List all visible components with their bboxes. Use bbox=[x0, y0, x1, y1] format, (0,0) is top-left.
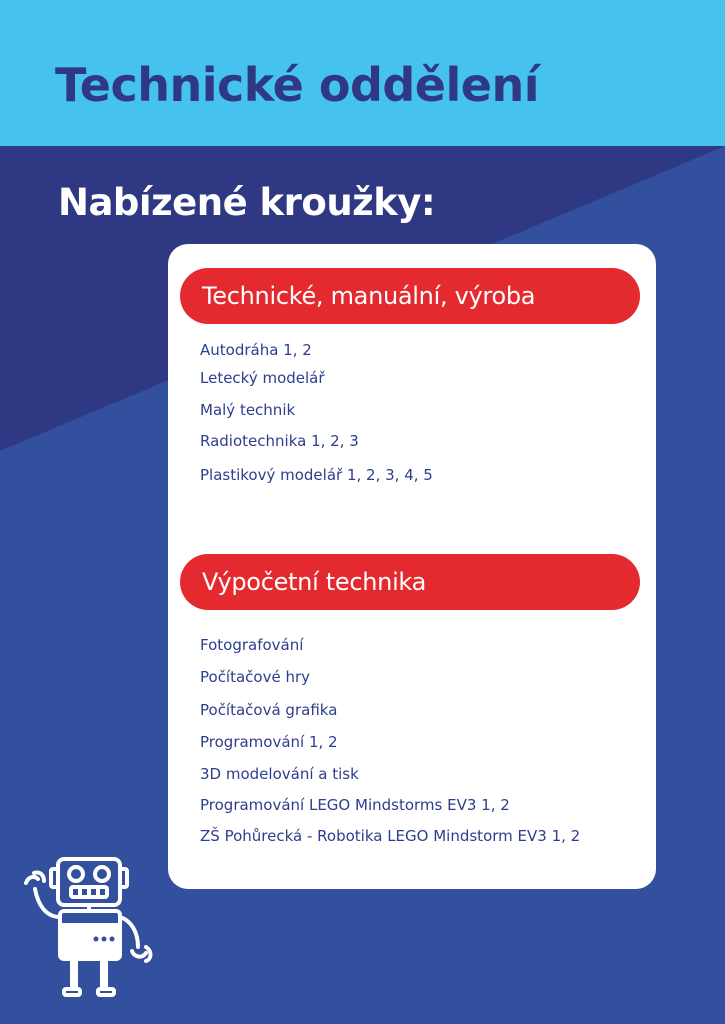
section-heading-computing: Výpočetní technika bbox=[180, 554, 640, 610]
list-item: Programování LEGO Mindstorms EV3 1, 2 bbox=[200, 796, 510, 814]
list-item: Fotografování bbox=[200, 636, 304, 654]
list-item: Radiotechnika 1, 2, 3 bbox=[200, 432, 359, 450]
list-item: Počítačová grafika bbox=[200, 701, 338, 719]
list-item: Programování 1, 2 bbox=[200, 733, 338, 751]
list-item: 3D modelování a tisk bbox=[200, 765, 359, 783]
robot-icon bbox=[18, 855, 163, 1000]
list-item: Plastikový modelář 1, 2, 3, 4, 5 bbox=[200, 466, 433, 484]
list-item: Letecký modelář bbox=[200, 369, 325, 387]
list-item: Malý technik bbox=[200, 401, 296, 419]
list-item: ZŠ Pohůrecká - Robotika LEGO Mindstorm EV3 1, 2 bbox=[200, 827, 581, 845]
page-title: Technické oddělení bbox=[55, 58, 539, 112]
section-subtitle: Nabízené kroužky: bbox=[58, 181, 436, 224]
list-item: Autodráha 1, 2 bbox=[200, 341, 312, 359]
section-heading-technical: Technické, manuální, výroba bbox=[180, 268, 640, 324]
list-item: Počítačové hry bbox=[200, 668, 311, 686]
